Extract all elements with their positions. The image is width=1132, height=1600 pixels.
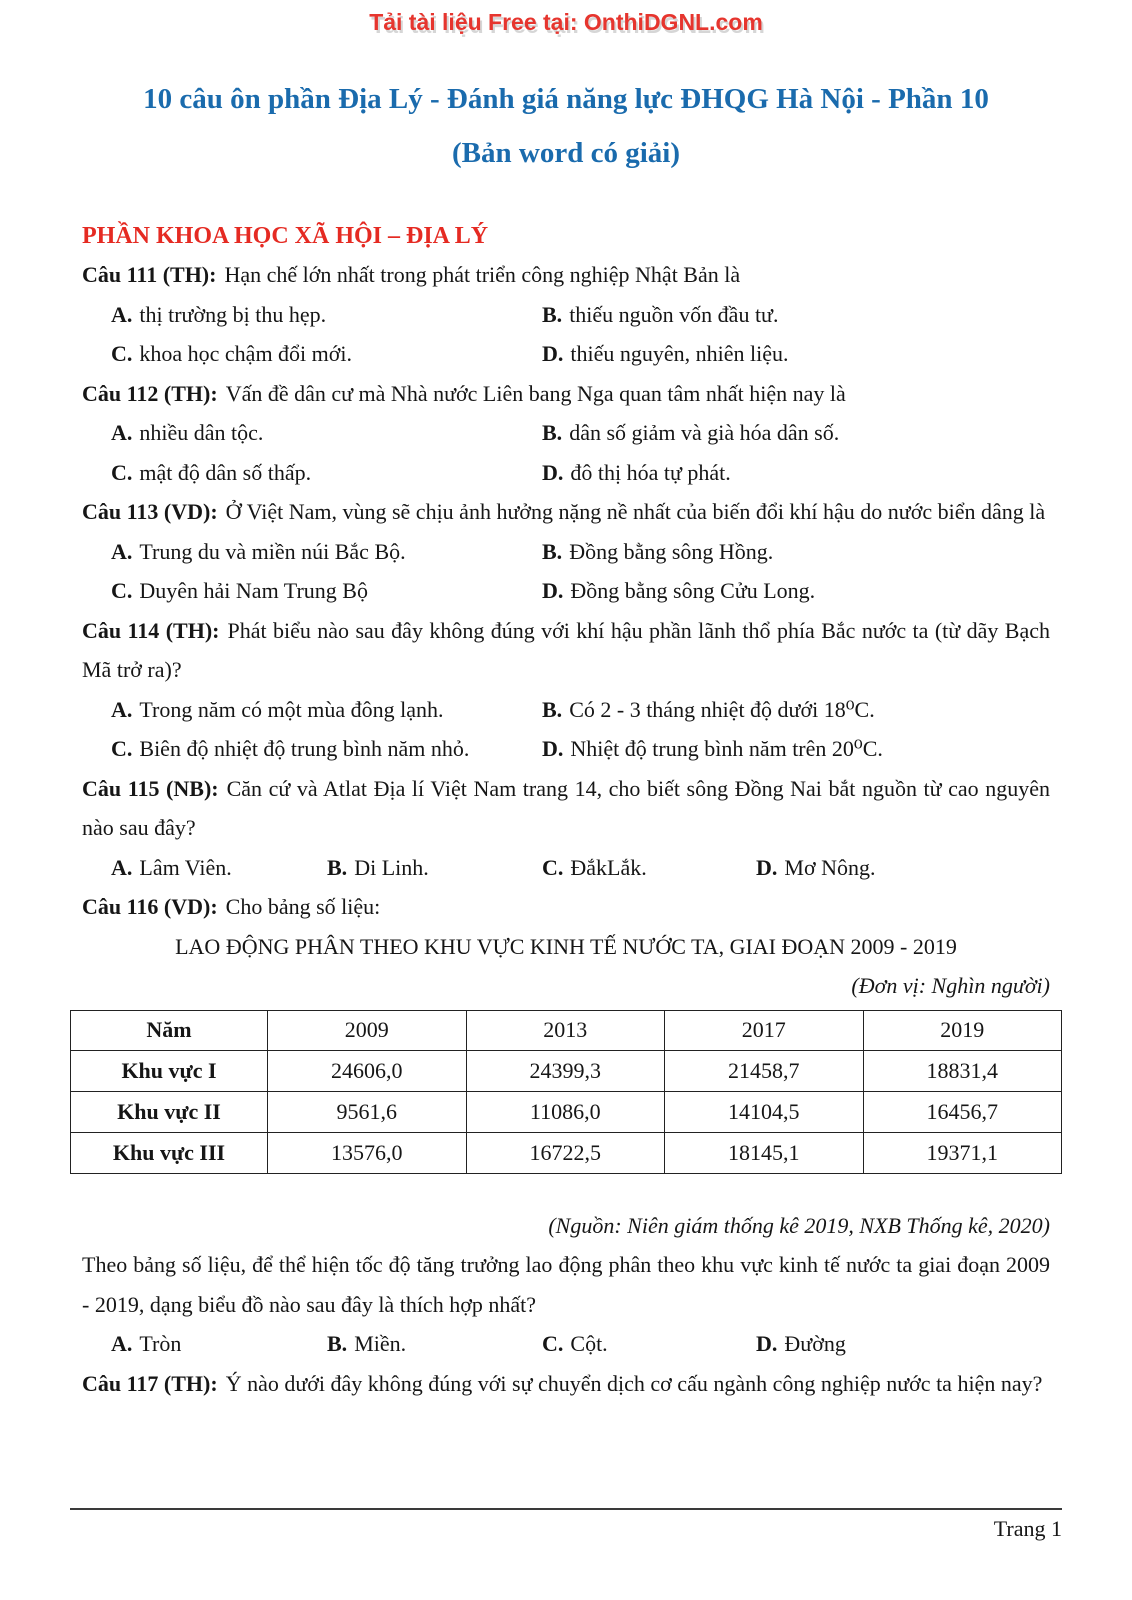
table-unit-note: (Đơn vị: Nghìn người) (851, 973, 1050, 998)
option-letter: C. (111, 459, 133, 485)
question-114 (82, 611, 1050, 690)
option-112-a (82, 413, 542, 453)
header-download-link[interactable]: Tải tài liệu Free tại: OnthiDGNL.com (369, 9, 763, 35)
option-text: Tròn (139, 1331, 182, 1356)
option-111-a (82, 295, 542, 335)
question-117 (82, 1364, 1050, 1404)
table-cell: 24606,0 (268, 1050, 467, 1091)
table-cell: 24399,3 (466, 1050, 665, 1091)
option-letter: A. (111, 301, 133, 327)
option-text: khoa học chậm đổi mới. (139, 341, 353, 366)
option-letter: D. (542, 736, 564, 761)
document-body-continued (82, 1206, 1050, 1404)
document-title: 10 câu ôn phần Địa Lý - Đánh giá năng lực ĐHQG Hà Nội - Phần 10 (143, 83, 989, 115)
option-letter: D. (756, 1331, 778, 1356)
option-text: dân số giảm và già hóa dân số. (569, 420, 840, 445)
option-text: thị trường bị thu hẹp. (139, 301, 327, 327)
option-text: Trung du và miền núi Bắc Bộ. (139, 538, 406, 564)
question-115-label: Câu 115 (NB): (82, 775, 219, 801)
table-row (71, 1050, 1062, 1091)
option-text: thiếu nguồn vốn đầu tư. (569, 301, 779, 327)
table-header-cell: 2009 (268, 1010, 467, 1050)
table-cell: 16722,5 (466, 1132, 665, 1173)
table-row-label: Khu vực II (71, 1091, 268, 1132)
option-115-d (756, 848, 1050, 888)
question-114-options-row-2 (82, 729, 1050, 769)
question-111 (82, 255, 1050, 295)
option-letter: C. (542, 854, 564, 880)
option-114-d (542, 729, 1050, 769)
table-cell: 18831,4 (863, 1050, 1062, 1091)
question-116-text: Cho bảng số liệu: (225, 894, 381, 919)
table-cell: 21458,7 (665, 1050, 864, 1091)
option-116-b (327, 1324, 542, 1364)
question-116-label: Câu 116 (VD): (82, 894, 218, 919)
option-letter: B. (542, 301, 563, 327)
option-letter: C. (111, 736, 133, 761)
option-114-a (82, 690, 542, 730)
option-text: Trong năm có một mùa đông lạnh. (139, 696, 444, 722)
option-text: Mơ Nông. (784, 854, 876, 880)
table-row-label: Khu vực III (71, 1132, 268, 1173)
option-text: nhiều dân tộc. (139, 420, 264, 445)
option-text: Cột. (570, 1331, 608, 1356)
question-111-text: Hạn chế lớn nhất trong phát triển công nghiệp Nhật Bản là (224, 262, 741, 287)
table-header-cell: 2019 (863, 1010, 1062, 1050)
option-115-b (327, 848, 542, 888)
option-text: Di Linh. (354, 854, 429, 880)
question-114-text: Phát biểu nào sau đây không đúng với khí hậu phần lãnh thổ phía Bắc nước ta (từ dãy Bạch Mã trở ra)? (82, 617, 1050, 682)
option-113-b (542, 532, 1050, 572)
page-number: Trang 1 (993, 1516, 1062, 1541)
option-letter: B. (542, 696, 563, 722)
option-text: Đường (784, 1331, 846, 1356)
option-text: Duyên hải Nam Trung Bộ (139, 578, 368, 603)
option-letter: A. (111, 420, 133, 445)
table-cell: 19371,1 (863, 1132, 1062, 1173)
option-letter: D. (756, 854, 778, 880)
table-row (71, 1091, 1062, 1132)
footer-divider (70, 1508, 1062, 1546)
option-letter: C. (542, 1331, 564, 1356)
question-116-followup: Theo bảng số liệu, để thể hiện tốc độ tăng trưởng lao động phân theo khu vực kinh tế nước ta giai đoạn 2009 - 2019, dạng biểu đồ nào sau đây là thích hợp nhất? (82, 1252, 1050, 1317)
question-112 (82, 374, 1050, 414)
question-115-text: Căn cứ và Atlat Địa lí Việt Nam trang 14, cho biết sông Đồng Nai bắt nguồn từ cao nguyên nào sau đây? (82, 775, 1050, 840)
question-115 (82, 769, 1050, 848)
question-113 (82, 492, 1050, 532)
question-111-options-row-1 (82, 295, 1050, 335)
option-text: ĐắkLắk. (570, 854, 647, 880)
option-letter: D. (542, 578, 564, 603)
question-111-options-row-2 (82, 334, 1050, 374)
option-letter: B. (542, 420, 563, 445)
question-117-label: Câu 117 (TH): (82, 1370, 218, 1396)
table-header-row (71, 1010, 1062, 1050)
table-cell: 13576,0 (268, 1132, 467, 1173)
question-113-options-row-1 (82, 532, 1050, 572)
table-source-note: (Nguồn: Niên giám thống kê 2019, NXB Thống kê, 2020) (548, 1212, 1050, 1238)
option-112-b (542, 413, 1050, 453)
option-text: Đồng bằng sông Hồng. (569, 538, 774, 564)
question-112-options-row-1 (82, 413, 1050, 453)
table-header-cell: 2017 (665, 1010, 864, 1050)
question-115-options-row (82, 848, 1050, 888)
option-letter: B. (327, 854, 348, 880)
option-text: Có 2 - 3 tháng nhiệt độ dưới 18⁰C. (569, 696, 875, 722)
option-116-a (82, 1324, 327, 1364)
option-letter: A. (111, 538, 133, 564)
option-text: thiếu nguyên, nhiên liệu. (570, 341, 789, 366)
option-113-c (82, 571, 542, 611)
option-letter: A. (111, 854, 133, 880)
option-115-c (542, 848, 756, 888)
option-text: Nhiệt độ trung bình năm trên 20⁰C. (570, 736, 883, 761)
option-text: Biên độ nhiệt độ trung bình năm nhỏ. (139, 736, 470, 761)
option-letter: A. (111, 696, 133, 722)
option-text: đô thị hóa tự phát. (570, 459, 731, 485)
option-113-d (542, 571, 1050, 611)
question-112-text: Vấn đề dân cư mà Nhà nước Liên bang Nga quan tâm nhất hiện nay là (225, 380, 846, 406)
document-body (82, 222, 1050, 1006)
question-112-options-row-2 (82, 453, 1050, 493)
option-letter: D. (542, 459, 564, 485)
option-letter: B. (542, 538, 563, 564)
option-text: Đồng bằng sông Cửu Long. (570, 578, 816, 603)
table-cell: 9561,6 (268, 1091, 467, 1132)
table-row-label: Khu vực I (71, 1050, 268, 1091)
option-113-a (82, 532, 542, 572)
table-header-cell: Năm (71, 1010, 268, 1050)
option-112-d (542, 453, 1050, 493)
question-113-label: Câu 113 (VD): (82, 499, 218, 524)
labor-data-table (70, 1010, 1062, 1174)
option-116-d (756, 1324, 1050, 1364)
option-letter: A. (111, 1331, 133, 1356)
option-115-a (82, 848, 327, 888)
option-111-b (542, 295, 1050, 335)
table-row (71, 1132, 1062, 1173)
option-text: Miền. (354, 1331, 407, 1356)
option-letter: D. (542, 341, 564, 366)
table-cell: 14104,5 (665, 1091, 864, 1132)
option-114-c (82, 729, 542, 769)
option-letter: B. (327, 1331, 348, 1356)
question-116 (82, 887, 1050, 927)
option-111-c (82, 334, 542, 374)
document-subtitle: (Bản word có giải) (452, 137, 680, 169)
question-113-options-row-2 (82, 571, 1050, 611)
table-title: LAO ĐỘNG PHÂN THEO KHU VỰC KINH TẾ NƯỚC TA, GIAI ĐOẠN 2009 - 2019 (175, 933, 957, 959)
table-header-cell: 2013 (466, 1010, 665, 1050)
option-letter: C. (111, 341, 133, 366)
option-112-c (82, 453, 542, 493)
table-cell: 16456,7 (863, 1091, 1062, 1132)
question-112-label: Câu 112 (TH): (82, 380, 218, 406)
option-116-c (542, 1324, 756, 1364)
option-114-b (542, 690, 1050, 730)
question-113-text: Ở Việt Nam, vùng sẽ chịu ảnh hưởng nặng nề nhất của biến đổi khí hậu do nước biển dâng là (225, 499, 1046, 524)
question-116-options-row (82, 1324, 1050, 1364)
question-111-label: Câu 111 (TH): (82, 262, 217, 287)
option-text: Lâm Viên. (139, 854, 232, 880)
question-114-options-row-1 (82, 690, 1050, 730)
option-111-d (542, 334, 1050, 374)
table-cell: 18145,1 (665, 1132, 864, 1173)
question-114-label: Câu 114 (TH): (82, 617, 220, 643)
section-heading: PHẦN KHOA HỌC XÃ HỘI – ĐỊA LÝ (82, 223, 489, 249)
option-letter: C. (111, 578, 133, 603)
table-cell: 11086,0 (466, 1091, 665, 1132)
question-117-text: Ý nào dưới đây không đúng với sự chuyển dịch cơ cấu ngành công nghiệp nước ta hiện nay? (225, 1370, 1043, 1396)
option-text: mật độ dân số thấp. (139, 459, 312, 485)
